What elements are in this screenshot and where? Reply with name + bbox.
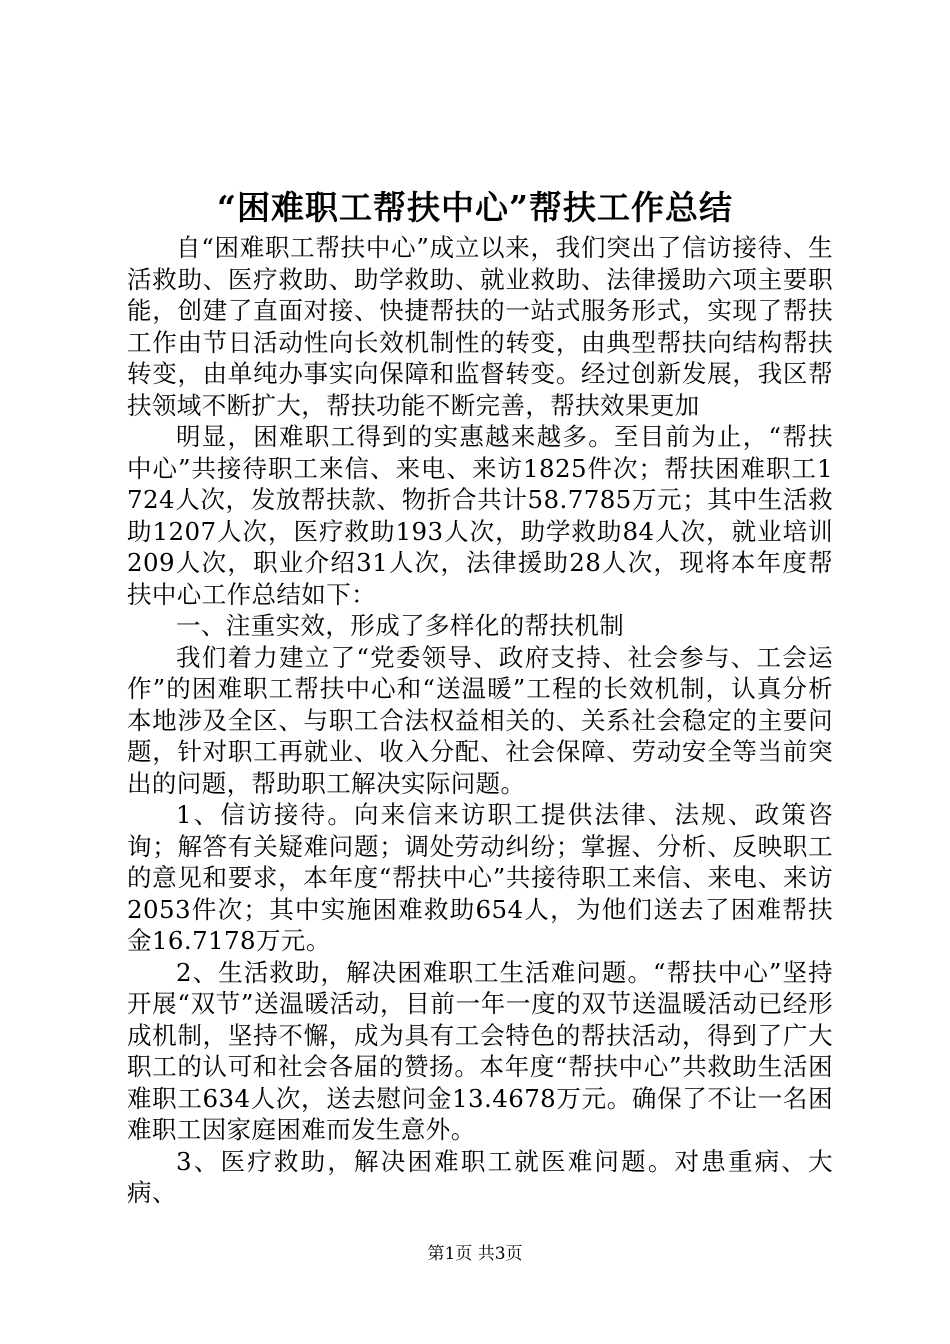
- document-title: “困难职工帮扶中心”帮扶工作总结: [217, 188, 733, 227]
- page-footer: 第1页 共3页: [427, 1244, 523, 1264]
- section-heading-1: 一、注重实效，形成了多样化的帮扶机制: [176, 611, 625, 640]
- paragraph-intro: 自“困难职工帮扶中心”成立以来，我们突出了信访接待、生活救助、医疗救助、助学救助、就业救助、法律援助六项主要职能，创建了直面对接、快捷帮扶的一站式服务形式，实现了帮扶工作由节日活动性向长效机制性的转变，由典型帮扶向结构帮扶转变，由单纯办事实向保障和监督转变。经过创新发展，我区帮扶领域不断扩大，帮扶功能不断完善，帮扶效果更加: [127, 233, 833, 420]
- paragraph-medical-assistance: 3、医疗救助，解决困难职工就医难问题。对患重病、大病、: [127, 1146, 833, 1207]
- paragraph-statistics: 明显，困难职工得到的实惠越来越多。至目前为止，“帮扶中心”共接待职工来信、来电、来访1825件次；帮扶困难职工1724人次，发放帮扶款、物折合共计58.7785万元；其中生活救助1207人次，医疗救助193人次，助学救助84人次，就业培训209人次，职业介绍31人次，法律援助28人次，现将本年度帮扶中心工作总结如下：: [127, 422, 833, 609]
- paragraph-living-assistance: 2、生活救助，解决困难职工生活难问题。“帮扶中心”坚持开展“双节”送温暖活动，目前一年一度的双节送温暖活动已经形成机制，坚持不懈，成为具有工会特色的帮扶活动，得到了广大职工的认可和社会各届的赞扬。本年度“帮扶中心”共救助生活困难职工634人次，送去慰问金13.4678万元。确保了不让一名困难职工因家庭困难而发生意外。: [127, 957, 833, 1144]
- paragraph-mechanism: 我们着力建立了“党委领导、政府支持、社会参与、工会运作”的困难职工帮扶中心和“送温暖”工程的长效机制，认真分析本地涉及全区、与职工合法权益相关的、关系社会稳定的主要问题，针对职工再就业、收入分配、社会保障、劳动安全等当前突出的问题，帮助职工解决实际问题。: [127, 642, 833, 798]
- document-body: [127, 232, 833, 1209]
- paragraph-petition-reception: 1、信访接待。向来信来访职工提供法律、法规、政策咨询；解答有关疑难问题；调处劳动纠纷；掌握、分析、反映职工的意见和要求，本年度“帮扶中心”共接待职工来信、来电、来访2053件次；其中实施困难救助654人，为他们送去了困难帮扶金16.7178万元。: [127, 800, 833, 955]
